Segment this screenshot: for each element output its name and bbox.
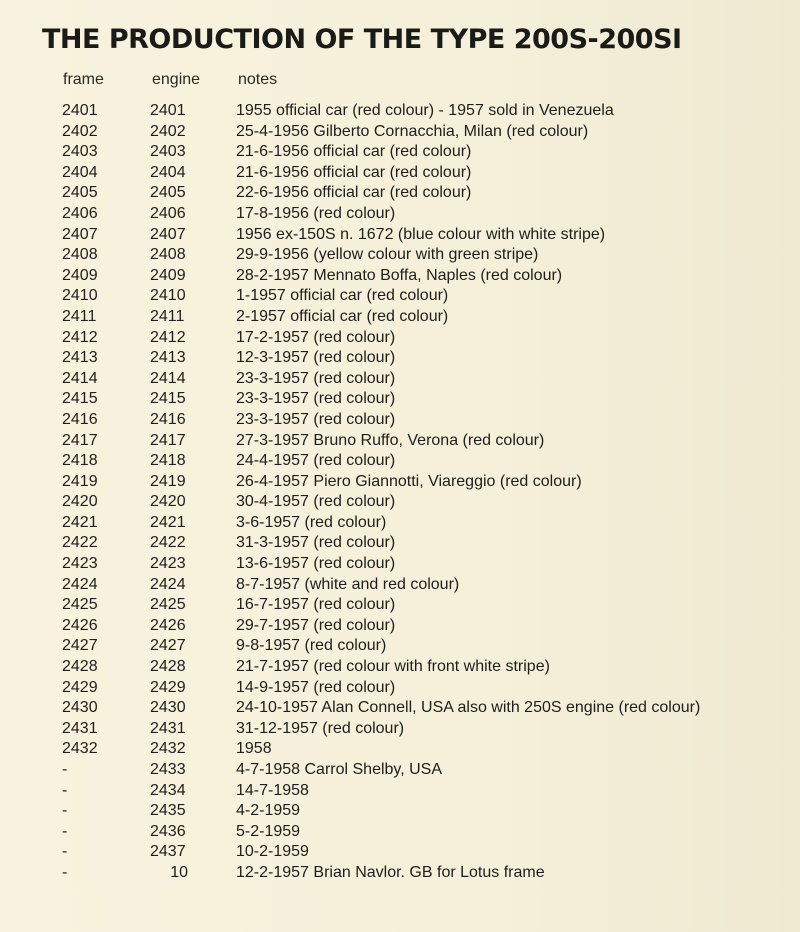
notes-cell: 17-2-1957 (red colour) (236, 328, 396, 346)
frame-cell: 2421 (62, 513, 98, 531)
frame-cell: - (62, 781, 68, 799)
engine-cell: 2407 (150, 225, 186, 243)
engine-cell: 2412 (150, 328, 186, 346)
table-row (0, 636, 800, 657)
engine-cell: 2402 (150, 122, 186, 140)
column-header-frame: frame (63, 71, 104, 88)
notes-cell: 5-2-1959 (236, 822, 301, 840)
table-row (0, 822, 800, 843)
table-row (0, 266, 800, 287)
notes-cell: 23-3-1957 (red colour) (236, 410, 396, 428)
table-row (0, 657, 800, 678)
notes-cell: 17-8-1956 (red colour) (236, 204, 396, 222)
notes-cell: 9-8-1957 (red colour) (236, 637, 387, 655)
frame-cell: 2415 (62, 390, 98, 408)
notes-cell: 3-6-1957 (red colour) (236, 513, 387, 531)
table-row (0, 183, 800, 204)
notes-cell: 21-6-1956 official car (red colour) (236, 143, 472, 161)
table-row (0, 554, 800, 575)
table-row (0, 328, 800, 349)
frame-cell: - (62, 843, 68, 861)
table-row (0, 101, 800, 122)
engine-cell: 2430 (150, 699, 186, 717)
engine-cell: 2421 (150, 513, 186, 531)
frame-cell: - (62, 822, 68, 840)
column-header-notes: notes (238, 71, 278, 88)
table-row (0, 595, 800, 616)
production-table (0, 101, 800, 884)
table-row (0, 163, 800, 184)
frame-cell: 2411 (62, 307, 97, 325)
engine-cell: 2403 (150, 143, 186, 161)
notes-cell: 12-3-1957 (red colour) (236, 349, 396, 367)
notes-cell: 25-4-1956 Gilberto Cornacchia, Milan (red colour) (236, 122, 589, 140)
engine-cell: 2404 (150, 163, 186, 181)
notes-cell: 21-7-1957 (red colour with front white stripe) (236, 658, 550, 676)
engine-cell: 2411 (150, 307, 185, 325)
table-row (0, 678, 800, 699)
notes-cell: 4-2-1959 (236, 802, 301, 820)
engine-cell: 2433 (150, 761, 186, 778)
engine-cell: 2405 (150, 184, 186, 202)
frame-cell: 2429 (62, 678, 98, 696)
table-row (0, 513, 800, 534)
engine-cell: 2416 (150, 410, 186, 428)
frame-cell: 2431 (62, 719, 98, 737)
notes-cell: 13-6-1957 (red colour) (236, 555, 396, 573)
table-row (0, 225, 800, 246)
frame-cell: 2405 (62, 184, 98, 202)
frame-cell: 2428 (62, 658, 98, 676)
frame-cell: 2420 (62, 493, 98, 511)
table-row (0, 286, 800, 307)
frame-cell: 2404 (62, 163, 98, 181)
frame-cell: 2402 (62, 122, 98, 140)
engine-cell: 2437 (150, 843, 186, 861)
page-title: THE PRODUCTION OF THE TYPE 200S-200SI (42, 24, 682, 55)
notes-cell: 24-4-1957 (red colour) (236, 452, 396, 470)
notes-cell: 29-9-1956 (yellow colour with green stripe) (236, 246, 539, 264)
frame-cell: 2409 (62, 266, 98, 284)
table-row (0, 307, 800, 328)
engine-cell: 2422 (150, 534, 186, 552)
notes-cell: 12-2-1957 Brian Navlor. GB for Lotus frame (236, 863, 545, 881)
table-row (0, 348, 800, 369)
frame-cell: 2432 (62, 740, 98, 758)
frame-cell: 2424 (62, 575, 98, 593)
frame-cell: - (62, 761, 68, 778)
frame-cell: 2406 (62, 204, 98, 222)
frame-cell: 2418 (62, 452, 98, 470)
frame-cell: 2410 (62, 287, 98, 305)
engine-cell: 2431 (150, 719, 186, 737)
frame-cell: 2417 (62, 431, 98, 449)
engine-cell: 2427 (150, 637, 186, 655)
notes-cell: 26-4-1957 Piero Giannotti, Viareggio (red colour) (236, 472, 582, 490)
table-row (0, 842, 800, 863)
engine-cell: 2434 (150, 781, 186, 799)
engine-cell: 2429 (150, 678, 186, 696)
table-row (0, 863, 800, 884)
notes-cell: 28-2-1957 Mennato Boffa, Naples (red colour) (236, 266, 563, 284)
notes-cell: 1-1957 official car (red colour) (236, 287, 449, 305)
frame-cell: 2401 (62, 102, 98, 119)
engine-cell: 2401 (150, 102, 186, 119)
table-row (0, 389, 800, 410)
notes-cell: 31-3-1957 (red colour) (236, 534, 396, 552)
engine-cell: 10 (170, 863, 188, 881)
engine-cell: 2435 (150, 802, 186, 820)
table-row (0, 472, 800, 493)
engine-cell: 2419 (150, 472, 186, 490)
engine-cell: 2432 (150, 740, 186, 758)
frame-cell: 2419 (62, 472, 98, 490)
notes-cell: 21-6-1956 official car (red colour) (236, 163, 472, 181)
table-row (0, 122, 800, 143)
notes-cell: 10-2-1959 (236, 843, 309, 861)
table-row (0, 451, 800, 472)
notes-cell: 1955 official car (red colour) - 1957 sold in Venezuela (236, 102, 614, 119)
notes-cell: 23-3-1957 (red colour) (236, 369, 396, 387)
frame-cell: 2416 (62, 410, 98, 428)
table-row (0, 698, 800, 719)
engine-cell: 2420 (150, 493, 186, 511)
notes-cell: 2-1957 official car (red colour) (236, 307, 449, 325)
table-row (0, 142, 800, 163)
frame-cell: 2430 (62, 699, 98, 717)
frame-cell: 2427 (62, 637, 98, 655)
notes-cell: 29-7-1957 (red colour) (236, 616, 396, 634)
engine-cell: 2414 (150, 369, 186, 387)
frame-cell: 2414 (62, 369, 98, 387)
notes-cell: 14-9-1957 (red colour) (236, 678, 396, 696)
engine-cell: 2406 (150, 204, 186, 222)
table-row (0, 739, 800, 760)
engine-cell: 2408 (150, 246, 186, 264)
table-row (0, 369, 800, 390)
table-row (0, 410, 800, 431)
frame-cell: 2423 (62, 555, 98, 573)
table-row (0, 492, 800, 513)
frame-cell: 2412 (62, 328, 98, 346)
frame-cell: 2413 (62, 349, 98, 367)
column-header-engine: engine (152, 71, 201, 88)
frame-cell: 2425 (62, 596, 98, 614)
engine-cell: 2415 (150, 390, 186, 408)
frame-cell: 2408 (62, 246, 98, 264)
table-row (0, 781, 800, 802)
notes-cell: 14-7-1958 (236, 781, 309, 799)
table-row (0, 245, 800, 266)
frame-cell: 2403 (62, 143, 98, 161)
engine-cell: 2428 (150, 658, 186, 676)
table-row (0, 760, 800, 781)
engine-cell: 2426 (150, 616, 186, 634)
notes-cell: 30-4-1957 (red colour) (236, 493, 396, 511)
frame-cell: 2426 (62, 616, 98, 634)
engine-cell: 2409 (150, 266, 186, 284)
notes-cell: 16-7-1957 (red colour) (236, 596, 396, 614)
notes-cell: 31-12-1957 (red colour) (236, 719, 405, 737)
frame-cell: - (62, 802, 68, 820)
frame-cell: 2407 (62, 225, 98, 243)
table-row (0, 431, 800, 452)
engine-cell: 2417 (150, 431, 186, 449)
table-row (0, 575, 800, 596)
notes-cell: 27-3-1957 Bruno Ruffo, Verona (red colour) (236, 431, 545, 449)
table-row (0, 533, 800, 554)
notes-cell: 1956 ex-150S n. 1672 (blue colour with white stripe) (236, 225, 606, 243)
engine-cell: 2436 (150, 822, 186, 840)
notes-cell: 22-6-1956 official car (red colour) (236, 184, 472, 202)
frame-cell: 2422 (62, 534, 98, 552)
engine-cell: 2424 (150, 575, 186, 593)
frame-cell: - (62, 863, 68, 881)
engine-cell: 2423 (150, 555, 186, 573)
engine-cell: 2410 (150, 287, 186, 305)
engine-cell: 2425 (150, 596, 186, 614)
notes-cell: 8-7-1957 (white and red colour) (236, 575, 460, 593)
notes-cell: 1958 (236, 740, 272, 758)
notes-cell: 4-7-1958 Carrol Shelby, USA (236, 761, 443, 778)
table-row (0, 616, 800, 637)
table-row (0, 719, 800, 740)
table-row (0, 204, 800, 225)
notes-cell: 23-3-1957 (red colour) (236, 390, 396, 408)
notes-cell: 24-10-1957 Alan Connell, USA also with 250S engine (red colour) (236, 699, 701, 717)
table-row (0, 801, 800, 822)
engine-cell: 2413 (150, 349, 186, 367)
engine-cell: 2418 (150, 452, 186, 470)
